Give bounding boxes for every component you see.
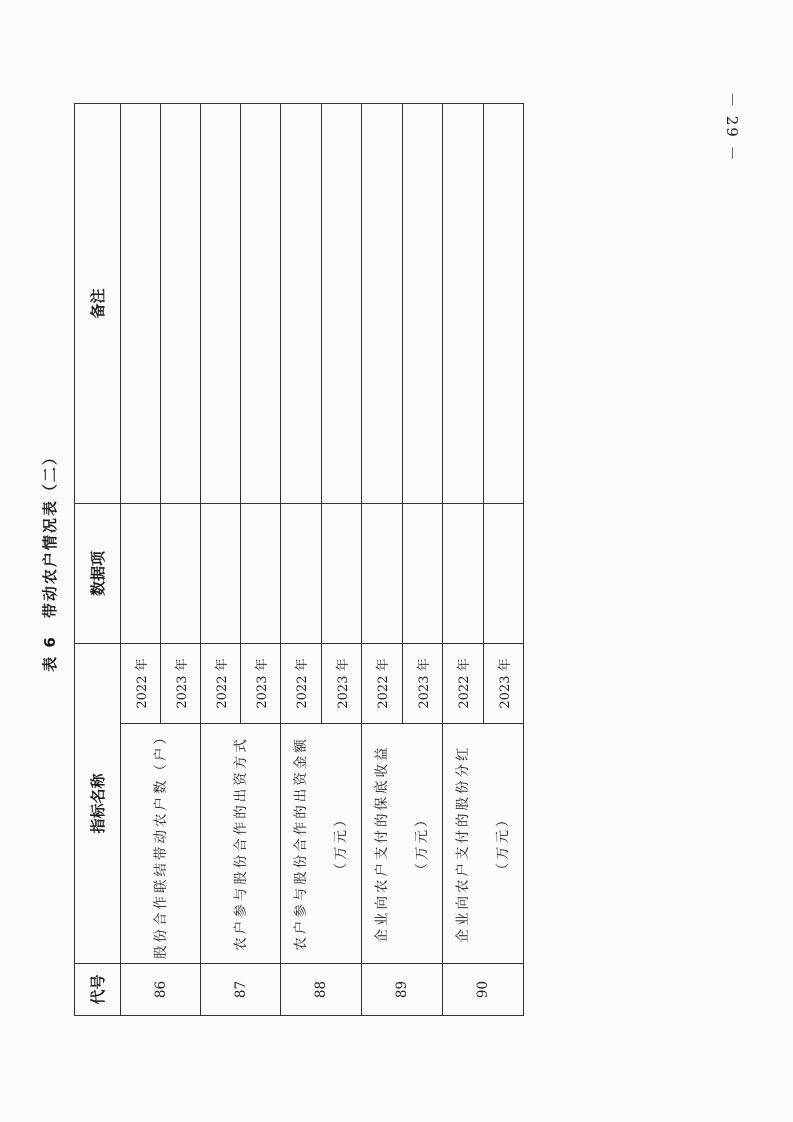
row-year: 2023 年 bbox=[402, 643, 443, 723]
row-year: 2023 年 bbox=[161, 643, 201, 723]
header-data: 数据项 bbox=[75, 503, 121, 643]
data-cell[interactable] bbox=[483, 503, 524, 643]
row-name bbox=[121, 724, 201, 964]
row-code: 87 bbox=[201, 964, 281, 1016]
remark-cell[interactable] bbox=[121, 103, 161, 503]
data-cell[interactable] bbox=[362, 503, 403, 643]
row-year: 2022 年 bbox=[443, 643, 484, 723]
header-row bbox=[75, 103, 121, 1015]
row-name-unit: （万元） bbox=[414, 810, 430, 877]
row-year: 2022 年 bbox=[281, 643, 322, 723]
remark-cell[interactable] bbox=[201, 103, 241, 503]
header-remark: 备注 bbox=[75, 103, 121, 503]
row-code: 89 bbox=[362, 964, 443, 1016]
row-name bbox=[443, 724, 524, 964]
data-cell[interactable] bbox=[443, 503, 484, 643]
data-cell[interactable] bbox=[321, 503, 362, 643]
row-year: 2023 年 bbox=[483, 643, 524, 723]
row-name-line: 股份合作联结带动农户数（户） bbox=[152, 728, 169, 959]
data-cell[interactable] bbox=[402, 503, 443, 643]
table-row bbox=[201, 103, 241, 1015]
row-name bbox=[362, 724, 443, 964]
table-row bbox=[121, 103, 161, 1015]
row-name-line: 农户参与股份合作的出资方式 bbox=[232, 736, 249, 951]
row-year: 2023 年 bbox=[321, 643, 362, 723]
row-year: 2022 年 bbox=[362, 643, 403, 723]
remark-cell[interactable] bbox=[161, 103, 201, 503]
row-name-unit: （万元） bbox=[495, 810, 511, 877]
row-code: 86 bbox=[121, 964, 201, 1016]
row-code: 88 bbox=[281, 964, 362, 1016]
household-table bbox=[74, 103, 524, 1016]
remark-cell[interactable] bbox=[402, 103, 443, 503]
remark-cell[interactable] bbox=[483, 103, 524, 503]
row-year: 2022 年 bbox=[121, 643, 161, 723]
row-name-line: 企业向农户支付的股份分红 bbox=[455, 744, 471, 943]
row-name-line: 农户参与股份合作的出资金额 bbox=[293, 736, 309, 951]
row-name-line: 企业向农户支付的保底收益 bbox=[374, 744, 390, 943]
remark-cell[interactable] bbox=[443, 103, 484, 503]
data-cell[interactable] bbox=[281, 503, 322, 643]
table-row bbox=[443, 103, 484, 1015]
remark-cell[interactable] bbox=[362, 103, 403, 503]
header-code: 代号 bbox=[75, 964, 121, 1016]
row-year: 2023 年 bbox=[241, 643, 281, 723]
remark-cell[interactable] bbox=[241, 103, 281, 503]
table-row bbox=[281, 103, 322, 1015]
data-cell[interactable] bbox=[121, 503, 161, 643]
page-number: － 29 － bbox=[723, 92, 741, 163]
row-year: 2022 年 bbox=[201, 643, 241, 723]
remark-cell[interactable] bbox=[281, 103, 322, 503]
rotated-table-page bbox=[30, 104, 513, 1016]
data-cell[interactable] bbox=[241, 503, 281, 643]
data-cell[interactable] bbox=[201, 503, 241, 643]
row-name bbox=[281, 724, 362, 964]
table-title: 表 6 带动农户情况表（二） bbox=[41, 448, 59, 672]
row-name bbox=[201, 724, 281, 964]
data-cell[interactable] bbox=[161, 503, 201, 643]
remark-cell[interactable] bbox=[321, 103, 362, 503]
row-name-unit: （万元） bbox=[333, 810, 349, 877]
header-name: 指标名称 bbox=[75, 643, 121, 963]
row-code: 90 bbox=[443, 964, 524, 1016]
table-row bbox=[362, 103, 403, 1015]
